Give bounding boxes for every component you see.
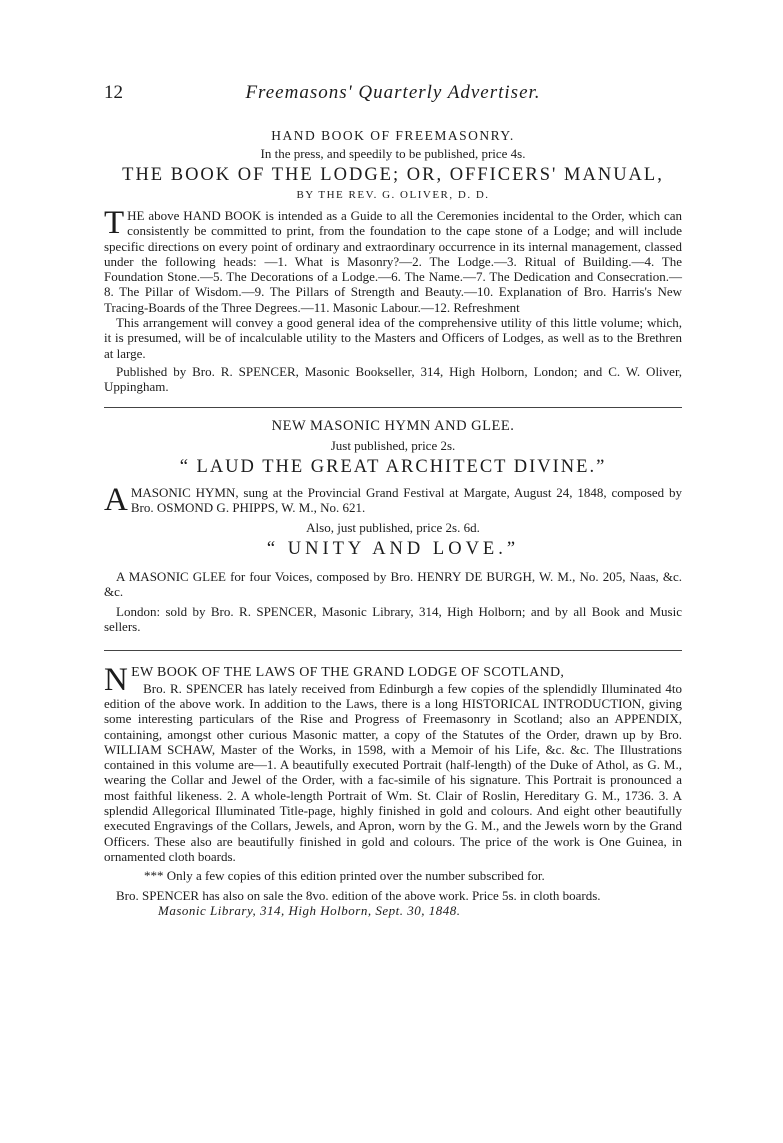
ad1-heading: HAND BOOK OF FREEMASONRY.: [271, 128, 515, 143]
ad2-paragraph-2: A MASONIC GLEE for four Voices, composed by Bro. HENRY DE BURGH, W. M., No. 205, Naas, &c. &c.: [104, 569, 682, 600]
page: [104, 82, 682, 919]
ad2-title-2: “ UNITY AND LOVE.”: [266, 539, 520, 560]
ad3-paragraph-2: Bro. SPENCER has also on sale the 8vo. edition of the above work. Price 5s. in cloth boards.: [116, 887, 601, 903]
ad2-subheading-2: Also, just published, price 2s. 6d.: [306, 520, 480, 536]
ad1-paragraph-2: This arrangement will convey a good general idea of the comprehensive utility of this little volume; which, it is presumed, will be of incalculable utility to the Masters and Officers of Lodges, as well as to the Brethren at large.: [104, 315, 682, 361]
ad2-heading: NEW MASONIC HYMN AND GLEE.: [271, 417, 515, 434]
divider-1: [104, 407, 682, 408]
ad3-note: *** Only a few copies of this edition printed over the number subscribed for.: [144, 868, 545, 884]
ad1-para1-text: HE above HAND BOOK is intended as a Guide to all the Ceremonies incidental to the Order, which can consistently be committed to print, from the foundation to the cape stone of a Lodge; and will include specific directions on every point of ordinary and extraordinary occurrence in its internal management, classed under the following heads: —1. What is Masonry?—2. The Lodge.—3. Ritual of Building.—4. The Foundation Stone.—5. The Decorations of a Lodge.—6. The Name.—7. The Dedication and Consecration.—8. The Pillar of Wisdom.—9. The Pillars of Strength and Beauty.—10. Explanation of Bro. Harris's New Tracing-Boards of the Three Degrees.—11. Masonic Labour.—12. Refreshment: [104, 208, 682, 315]
ad3-dropcap: N: [104, 662, 129, 699]
ad3-heading-line: [104, 662, 682, 699]
ad1-byline: BY THE REV. G. OLIVER, D. D.: [296, 189, 490, 201]
ad3-heading: EW BOOK OF THE LAWS OF THE GRAND LODGE OF SCOTLAND,: [131, 665, 565, 681]
ad2-dropcap: A: [104, 481, 128, 518]
ad3-paragraph-1: Bro. R. SPENCER has lately received from Edinburgh a few copies of the splendidly Illuminated 4to edition of the above work. In addition to the Laws, there is a long HISTORICAL INTRODUCTION, giving some interesting particulars of the Rise and Progress of Freemasonry in Scotland; also an APPENDIX, containing, amongst other curious Masonic matter, a copy of the Statutes of the Order, drawn up by Bro. WILLIAM SCHAW, Master of the Works, in 1598, with a Memoir of his Life, &c. &c. The Illustrations contained in this volume are—1. A beautifully executed Portrait (half-length) of the Duke of Athol, as G. M., wearing the Collar and Jewel of the Order, with a fac-simile of his signature. This Portrait is pronounced a most faithful likeness. 2. A whole-length Portrait of Wm. St. Clair of Roslin, Hereditary G. M., 1736. 3. A splendid Allegorical Illuminated Title-page, highly finished in gold and colours. And eight other beautifully executed Engravings of the Collars, Jewels, and Apron, worn by the G. M., and the Jewels worn by the Grand Officers. These also are beautifully finished in gold and colours. The price of the work is One Guinea, in ornamented cloth boards.: [104, 680, 682, 864]
ad-laws-of-grand-lodge: [104, 662, 682, 918]
divider-2: [104, 650, 682, 651]
ad2-paragraph-3: London: sold by Bro. R. SPENCER, Masonic Library, 314, High Holborn; and by all Book and Music sellers.: [104, 603, 682, 635]
running-title: Freemasons' Quarterly Advertiser.: [245, 82, 541, 103]
ad1-subheading: In the press, and speedily to be published, price 4s.: [260, 146, 526, 161]
ad1-title: THE BOOK OF THE LODGE; OR, OFFICERS' MANUAL,: [122, 165, 664, 185]
ad2-para1-text: MASONIC HYMN, sung at the Provincial Grand Festival at Margate, August 24, 1848, composed by Bro. OSMOND G. PHIPPS, W. M., No. 621.: [130, 484, 682, 515]
ad2-paragraph-1: [104, 481, 682, 518]
ad-hymn-and-glee: [104, 418, 682, 635]
ad2-title-1: “ LAUD THE GREAT ARCHITECT DIVINE.”: [179, 456, 607, 477]
ad2-subheading-1: Just published, price 2s.: [330, 437, 456, 453]
ad1-paragraph-3: Published by Bro. R. SPENCER, Masonic Bookseller, 314, High Holborn, London; and C. W. Oliver, Uppingham.: [104, 363, 682, 395]
ad1-paragraph-1: [104, 205, 682, 315]
page-number: 12: [104, 82, 123, 103]
ad-hand-book: [104, 128, 682, 395]
ad3-signature: Masonic Library, 314, High Holborn, Sept. 30, 1848.: [158, 902, 461, 918]
ad1-dropcap: T: [104, 205, 125, 241]
page-header: [104, 82, 682, 106]
